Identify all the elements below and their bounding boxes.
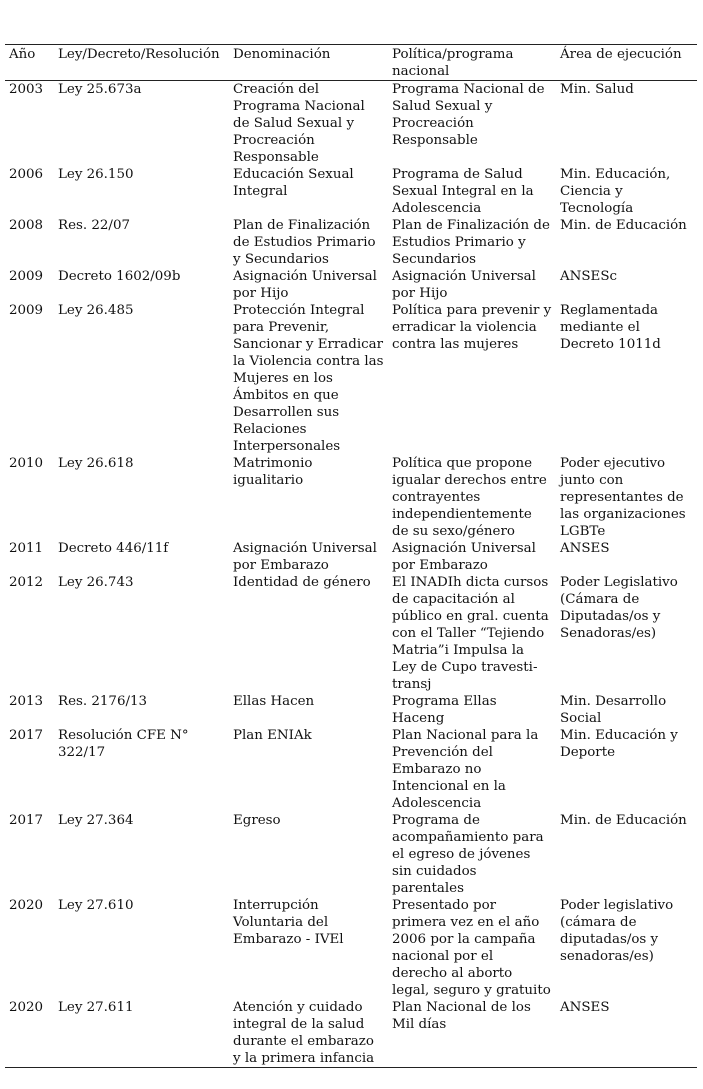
policy-table <box>5 44 697 1068</box>
cell-policy: Asignación Universal por Hijo <box>392 269 536 301</box>
cell-area: Min. Salud <box>560 82 634 97</box>
table-row <box>5 574 697 693</box>
cell-year: 2008 <box>9 218 44 233</box>
cell-year: 2009 <box>9 269 44 284</box>
cell-denomination: Atención y cuidado integral de la salud durante el embarazo y la primera infancia <box>233 1000 375 1066</box>
cell-law: Resolución CFE N° 322/17 <box>58 728 189 760</box>
cell-policy: Plan Nacional para la Prevención del Embarazo no Intencional en la Adolescencia <box>392 728 539 811</box>
table-row <box>5 693 697 727</box>
cell-policy: Programa de Salud Sexual Integral en la Adolescencia <box>392 167 534 216</box>
table-header <box>5 45 697 81</box>
cell-policy: Presentado por primera vez en el año 2006 por la campaña nacional por el derecho al aborto legal, seguro y gratuito <box>392 898 551 998</box>
cell-law: Ley 27.364 <box>58 813 134 828</box>
table-row <box>5 812 697 897</box>
cell-law: Res. 2176/13 <box>58 694 148 709</box>
table-row <box>5 81 697 167</box>
cell-policy: Programa Nacional de Salud Sexual y Procreación Responsable <box>392 82 545 148</box>
cell-law: Ley 26.150 <box>58 167 134 182</box>
table-body <box>5 81 697 1068</box>
cell-policy: Programa Ellas Haceng <box>392 694 497 726</box>
cell-year: 2012 <box>9 575 44 590</box>
cell-policy: El INADIh dicta cursos de capacitación al público en gral. cuenta con el Taller “Tejiendo Matria”i Impulsa la Ley de Cupo travesti-transj <box>392 575 549 692</box>
cell-policy: Política para prevenir y erradicar la violencia contra las mujeres <box>392 303 552 352</box>
cell-area: Poder Legislativo (Cámara de Diputadas/os y Senadoras/es) <box>560 575 678 641</box>
header-law: Ley/Decreto/Resolución <box>58 47 220 62</box>
cell-year: 2017 <box>9 728 44 743</box>
cell-law: Decreto 1602/09b <box>58 269 181 284</box>
cell-law: Ley 26.743 <box>58 575 134 590</box>
cell-policy: Plan de Finalización de Estudios Primario y Secundarios <box>392 218 550 267</box>
cell-denomination: Identidad de género <box>233 575 371 590</box>
cell-law: Ley 25.673a <box>58 82 142 97</box>
cell-policy: Plan Nacional de los Mil días <box>392 1000 531 1032</box>
cell-law: Ley 27.610 <box>58 898 134 913</box>
cell-area: ANSES <box>560 541 610 556</box>
table-row <box>5 217 697 268</box>
cell-area: Poder legislativo (cámara de diputadas/os y senadoras/es) <box>560 898 674 964</box>
table-row <box>5 268 697 302</box>
cell-denomination: Asignación Universal por Hijo <box>233 269 377 301</box>
cell-year: 2003 <box>9 82 44 97</box>
cell-area: Poder ejecutivo junto con representantes de las organizaciones LGBTe <box>560 456 686 539</box>
cell-policy: Asignación Universal por Embarazo <box>392 541 536 573</box>
cell-denomination: Asignación Universal por Embarazo <box>233 541 377 573</box>
cell-policy: Programa de acompañamiento para el egreso de jóvenes sin cuidados parentales <box>392 813 544 896</box>
cell-year: 2006 <box>9 167 44 182</box>
cell-area: Min. Educación y Deporte <box>560 728 678 760</box>
cell-area: Min. de Educación <box>560 218 687 233</box>
cell-denomination: Creación del Programa Nacional de Salud Sexual y Procreación Responsable <box>233 82 365 165</box>
header-year: Año <box>9 47 36 62</box>
cell-area: Min. Desarrollo Social <box>560 694 667 726</box>
cell-area: Min. Educación, Ciencia y Tecnología <box>560 167 671 216</box>
cell-denomination: Interrupción Voluntaria del Embarazo - IVEl <box>233 898 344 947</box>
header-denomination: Denominación <box>233 47 331 62</box>
cell-denomination: Matrimonio igualitario <box>233 456 313 488</box>
cell-denomination: Plan ENIAk <box>233 728 312 743</box>
cell-area: ANSES <box>560 1000 610 1015</box>
table-row <box>5 727 697 812</box>
cell-area: Reglamentada mediante el Decreto 1011d <box>560 303 661 352</box>
cell-policy: Política que propone igualar derechos entre contrayentes independientemente de su sexo/género <box>392 456 547 539</box>
cell-denomination: Protección Integral para Prevenir, Sancionar y Erradicar la Violencia contra las Mujeres en los Ámbitos en que Desarrollen sus Relaciones Interpersonales <box>233 303 384 454</box>
cell-year: 2020 <box>9 1000 44 1015</box>
cell-law: Res. 22/07 <box>58 218 130 233</box>
cell-year: 2017 <box>9 813 44 828</box>
cell-year: 2013 <box>9 694 44 709</box>
cell-law: Decreto 446/11f <box>58 541 169 556</box>
cell-law: Ley 27.611 <box>58 1000 134 1015</box>
cell-year: 2009 <box>9 303 44 318</box>
cell-year: 2011 <box>9 541 44 556</box>
cell-denomination: Plan de Finalización de Estudios Primario y Secundarios <box>233 218 376 267</box>
table-row <box>5 540 697 574</box>
cell-denomination: Educación Sexual Integral <box>233 167 354 199</box>
header-row <box>5 45 697 81</box>
table-row <box>5 455 697 540</box>
cell-year: 2020 <box>9 898 44 913</box>
header-area: Área de ejecución <box>560 47 682 62</box>
cell-denomination: Ellas Hacen <box>233 694 315 709</box>
table-row <box>5 166 697 217</box>
cell-law: Ley 26.485 <box>58 303 134 318</box>
cell-denomination: Egreso <box>233 813 281 828</box>
cell-year: 2010 <box>9 456 44 471</box>
cell-area: Min. de Educación <box>560 813 687 828</box>
cell-law: Ley 26.618 <box>58 456 134 471</box>
cell-area: ANSESc <box>560 269 618 284</box>
table-row <box>5 897 697 999</box>
table-row <box>5 999 697 1068</box>
header-policy: Política/programa nacional <box>392 47 514 79</box>
table-row <box>5 302 697 455</box>
